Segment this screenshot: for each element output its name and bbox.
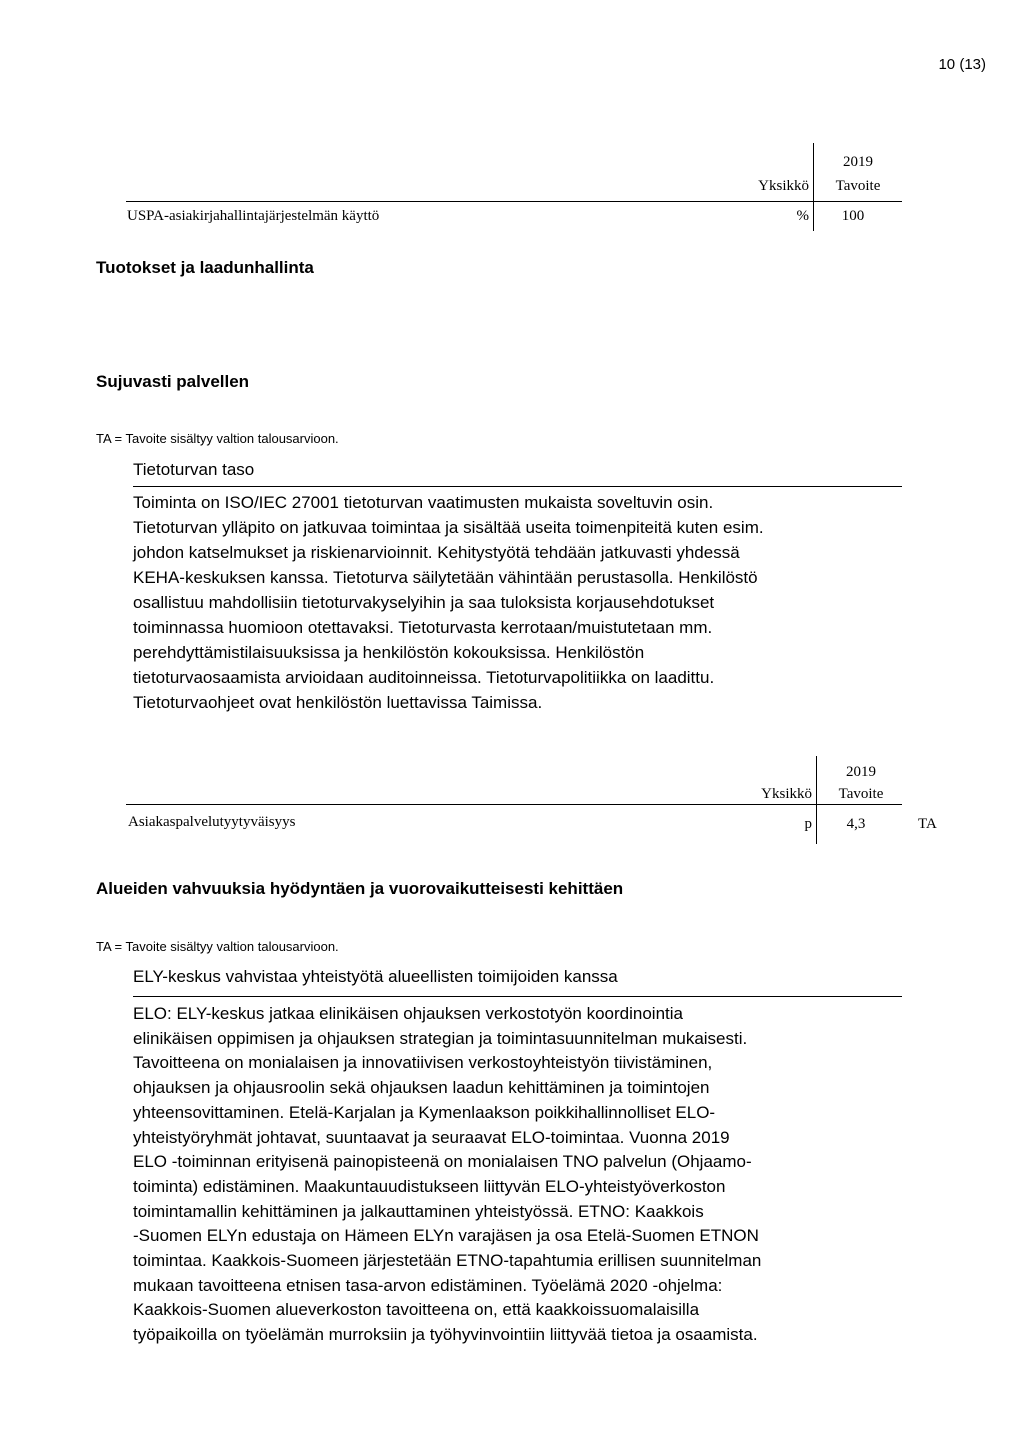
ely-line: toiminta) edistäminen. Maakuntauudistukseen liittyvän ELO-yhteistyöverkoston — [133, 1176, 726, 1196]
table-year-header: 2019 — [846, 764, 876, 780]
table-header-rule — [126, 201, 902, 202]
ely-paragraph — [133, 1002, 913, 1348]
security-line: Tietoturvan ylläpito on jatkuvaa toimintaa ja sisältää useita toimenpiteitä kuten esim. — [133, 518, 764, 537]
security-rule — [133, 486, 902, 487]
security-line: perehdyttämistilaisuuksissa ja henkilöstön kokouksissa. Henkilöstön — [133, 643, 645, 662]
security-line: KEHA-keskuksen kanssa. Tietoturva säilytetään vähintään perustasolla. Henkilöstö — [133, 568, 758, 587]
ely-line: Tavoitteena on monialaisen ja innovatiivisen verkostoyhteistyön tiivistäminen, — [133, 1053, 713, 1073]
table-row-unit: p — [804, 816, 812, 832]
security-line: osallistuu mahdollisiin tietoturvakyselyihin ja saa tuloksista korjausehdotukset — [133, 593, 715, 612]
ely-line: elinikäisen oppimisen ja ohjauksen strategian ja toimintasuunnitelman mukaisesti. — [133, 1028, 748, 1048]
ely-line: ELO -toiminnan erityisenä painopisteenä on monialaisen TNO palvelun (Ohjaamo- — [133, 1152, 752, 1172]
table-column-divider — [813, 143, 814, 231]
security-title: Tietoturvan taso — [133, 460, 255, 479]
ta-flag: TA — [918, 816, 937, 832]
security-line: toiminnassa huomioon otettavaksi. Tietoturvasta kerrotaan/muistutetaan mm. — [133, 618, 713, 637]
table-row-label: USPA-asiakirjahallintajärjestelmän käyttö — [127, 208, 380, 224]
ely-line: ELO: ELY-keskus jatkaa elinikäisen ohjauksen verkostotyön koordinointia — [133, 1004, 683, 1023]
table-target-header: Tavoite — [838, 786, 884, 802]
section-heading-outputs: Tuotokset ja laadunhallinta — [96, 258, 314, 277]
ely-line: yhteistyöryhmät johtavat, suuntaavat ja seuraavat ELO-toimintaa. Vuonna 2019 — [133, 1127, 730, 1147]
table-header-rule — [126, 804, 902, 805]
table-row-value: 100 — [841, 208, 865, 224]
ely-line: työpaikoilla on työelämän murroksiin ja työhyvinvointiin liittyvää tietoa ja osaamista. — [133, 1325, 758, 1345]
table-unit-header: Yksikkö — [761, 786, 812, 802]
table-target-header: Tavoite — [835, 178, 881, 194]
ely-title: ELY-keskus vahvistaa yhteistyötä alueellisten toimijoiden kanssa — [133, 967, 618, 986]
ely-rule — [133, 996, 902, 997]
ely-line: toimintaa. Kaakkois-Suomeen järjestetään ETNO-tapahtumia erillisen suunnitelman — [133, 1251, 762, 1271]
table-column-divider — [816, 756, 817, 844]
table-unit-header: Yksikkö — [758, 178, 809, 194]
table-row-label: Asiakaspalvelutyytyväisyys — [128, 814, 296, 830]
table-row-value: 4,3 — [846, 816, 866, 832]
table-year-header: 2019 — [843, 154, 873, 170]
ta-footnote: TA = Tavoite sisältyy valtion talousarvioon. — [96, 431, 339, 446]
page-number: 10 (13) — [938, 56, 986, 73]
ely-line: Kaakkois-Suomen alueverkoston tavoitteena on, että kaakkoissuomalaisilla — [133, 1300, 700, 1320]
ely-line: toimintamallin kehittäminen ja jalkauttaminen yhteistyössä. ETNO: Kaakkois — [133, 1201, 704, 1221]
ely-line: ohjauksen ja ohjausroolin sekä ohjauksen laadun kehittäminen ja toimintojen — [133, 1078, 710, 1098]
security-line: tietoturvaosaamista arvioidaan auditoinneissa. Tietoturvapolitiikka on laadittu. — [133, 668, 715, 687]
ta-footnote: TA = Tavoite sisältyy valtion talousarvioon. — [96, 939, 339, 954]
security-line: johdon katselmukset ja riskienarvioinnit. Kehitystyötä tehdään jatkuvasti yhdessä — [133, 543, 740, 562]
table-row-unit: % — [796, 208, 809, 224]
ely-line: -Suomen ELYn edustaja on Hämeen ELYn varajäsen ja osa Etelä-Suomen ETNON — [133, 1226, 759, 1246]
ely-line: yhteensovittaminen. Etelä-Karjalan ja Kymenlaakson poikkihallinnolliset ELO- — [133, 1102, 716, 1122]
ely-line: mukaan tavoitteena etnisen tasa-arvon edistäminen. Työelämä 2020 -ohjelma: — [133, 1275, 723, 1295]
security-paragraph — [133, 490, 903, 715]
security-line: Tietoturvaohjeet ovat henkilöstön luettavissa Taimissa. — [133, 693, 543, 712]
section-heading-smooth-service: Sujuvasti palvellen — [96, 372, 250, 391]
security-line: Toiminta on ISO/IEC 27001 tietoturvan vaatimusten mukaista soveltuvin osin. — [133, 493, 714, 512]
section-heading-regions: Alueiden vahvuuksia hyödyntäen ja vuorovaikutteisesti kehittäen — [96, 879, 624, 898]
